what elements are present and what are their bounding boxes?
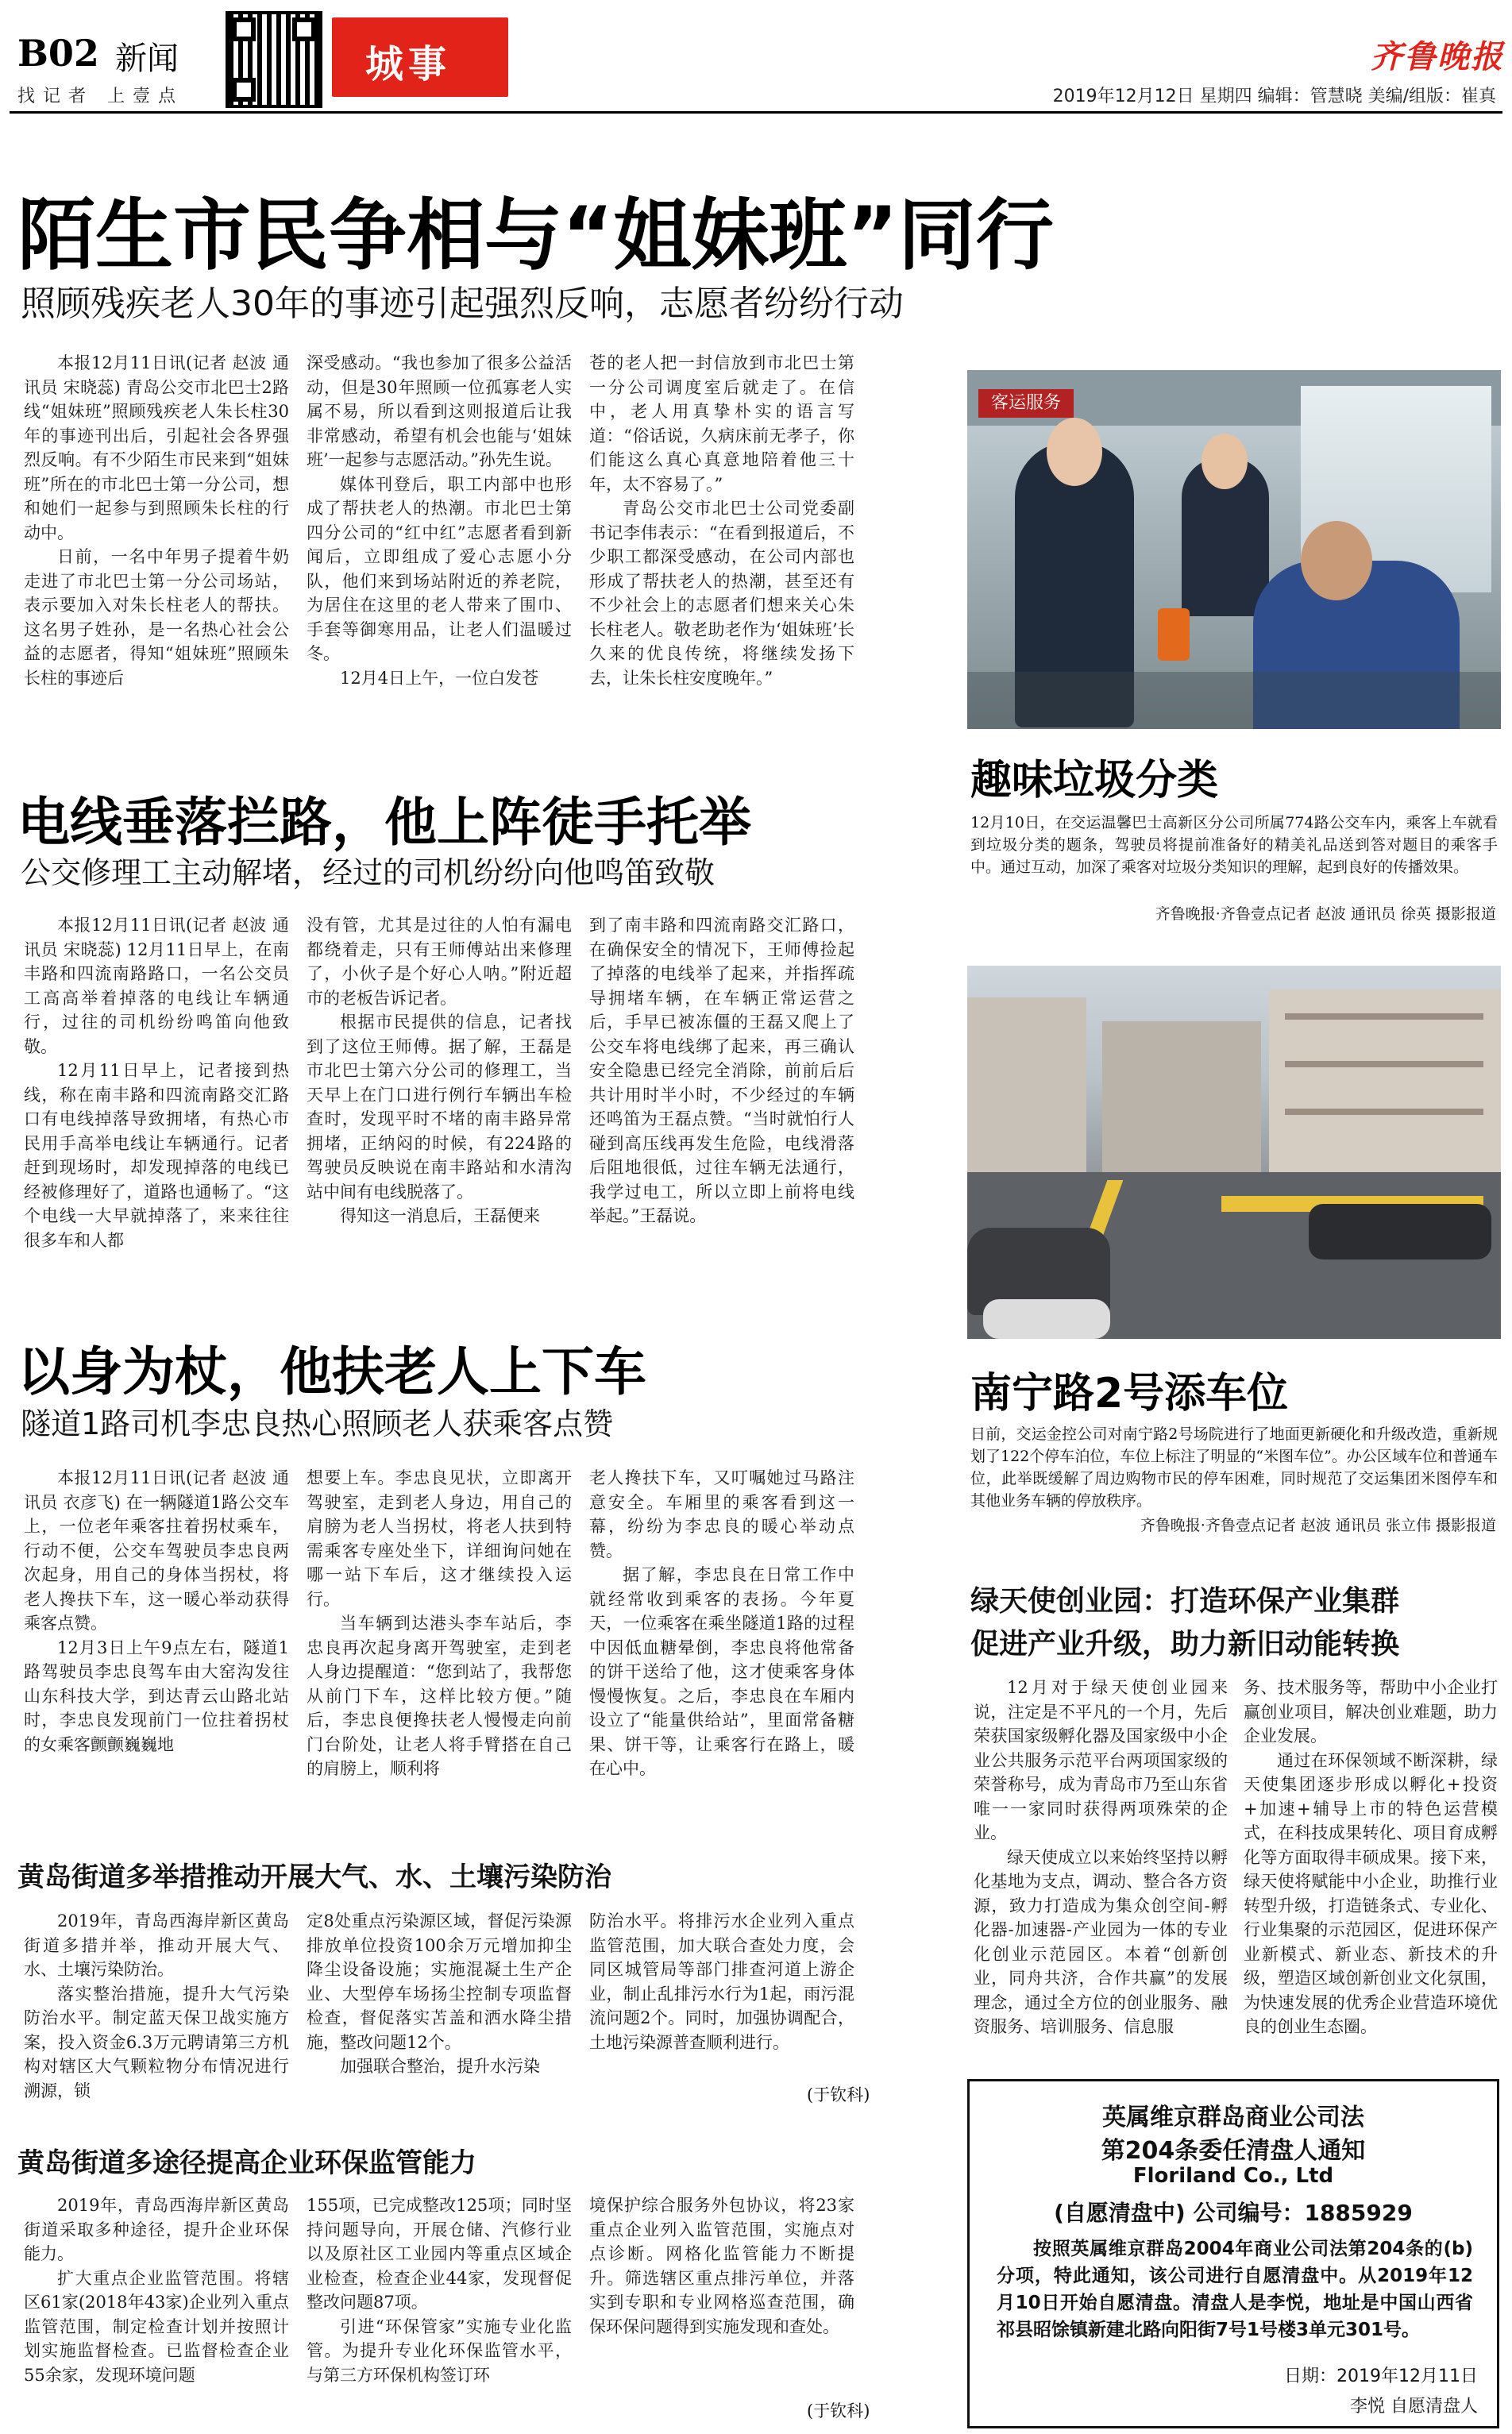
story4-para3: 定8处重点污染源区域，督促污染源排放单位投资100余万元增加抑尘降尘设备设施；实施混凝土生产企业、大型停车场扬尘控制专项监督检查，督促落实苫盖和洒水降尘措施，整改问题12个。: [307, 1911, 572, 2052]
section-tag: [332, 17, 508, 97]
story2-para3: 没有管，尤其是过往的人怕有漏电都绕着走，只有王师傅站出来修理了，小伙子是个好心人呐。”附近超市的老板告诉记者。: [307, 916, 572, 1008]
notice-title3: Floriland Co., Ltd: [1132, 2164, 1334, 2188]
feature1-caption: 12月10日，在交运温馨巴士高新区分公司所属774路公交车内，乘客上车就看到垃圾分类的题条，驾驶员将提前准备好的精美礼品送到答对题目的乘客手中。通过互动，加深了乘客对垃圾分类知识的理解，起到良好的传播效果。: [970, 814, 1498, 876]
story3-para6: 据了解，李忠良在日常工作中就经常收到乘客的表扬。今年夏天，一位乘客在乘坐隧道1路的过程中因低血糖晕倒，李忠良将他常备的饼干送给了他，这才使乘客身体慢慢恢复。之后，李忠良在车厢内设立了“能量供给站”，里面常备糖果、饼干等，让乘客行在路上，暖在心中。: [589, 1565, 854, 1778]
issue-meta: 2019年12月12日 星期四 编辑：管慧晓 美编/组版：崔真: [1052, 87, 1496, 106]
story2-subtitle: 公交修理工主动解堵，经过的司机纷纷向他鸣笛致敬: [21, 855, 716, 890]
newspaper-logo: 齐鲁晚报: [1371, 38, 1504, 75]
notice-title2: 第204条委任清盘人通知: [1101, 2137, 1366, 2165]
story4-para5: 防治水平。将排污水企业列入重点监管范围，加大联合查处力度，会同区城管局等部门排查河道上游企业，制止乱排污水行为1起，雨污混流问题2个。同时，加强协调配合，土地污染源普查顺利进行。: [589, 1911, 854, 2052]
story1-headline: 陌生市民争相与“姐妹班”同行: [17, 191, 1054, 281]
story3-subtitle: 隧道1路司机李忠良热心照顾老人获乘客点赞: [21, 1406, 614, 1441]
notice-title4: (自愿清盘中) 公司编号：1885929: [1054, 2200, 1413, 2226]
notice-body: 按照英属维京群岛2004年商业公司法第204条的(b)分项，特此通知，该公司进行自愿清盘中。从2019年12月10日开始自愿清盘。清盘人是李悦，地址是中国山西省祁县昭馀镇新建北路向阳街7号1号楼3单元301号。: [997, 2239, 1473, 2340]
story4-para4: 加强联合整治，提升水污染: [340, 2057, 540, 2076]
story1-para2: 日前，一名中年男子提着牛奶走进了市北巴士第一分公司场站，表示要加入对朱长柱老人的帮扶。这名男子姓孙，是一名热心社会公益的志愿者，得知“姐妹班”照顾朱长柱的事迹后: [24, 547, 289, 688]
story3-para5: 老人搀扶下车，又叮嘱她过马路注意安全。车厢里的乘客看到这一幕，纷纷为李忠良的暖心举动点赞。: [589, 1468, 854, 1560]
story6-para2: 绿天使成立以来始终坚持以孵化基地为支点，调动、整合各方资源，致力打造成为集众创空间-孵化器-加速器-产业园为一体的专业化创业示范园区。本着“创新创业，同舟共济，合作共赢”的发展理念，通过全方位的创业服务、融资服务、培训服务、信息服: [974, 1847, 1228, 2036]
story5-col2: [307, 2193, 572, 2416]
feature2-title: 南宁路2号添车位: [970, 1370, 1289, 1418]
story5-para1: 2019年，青岛西海岸新区黄岛街道采取多种途径，提升企业环保能力。: [24, 2196, 289, 2263]
story6-para4: 通过在环保领域不断深耕，绿天使集团逐步形成以孵化+投资+加速+辅导上市的特色运营模式，在科技成果转化、项目育成孵化等方面取得丰硕成果。接下来，绿天使将赋能中小企业，助推行业转型升级，打造链条式、专业化、行业集聚的示范园区，促进环保产业新模式、新业态、新技术的升级，塑造区域创新创业文化氛围，为快速发展的优秀企业营造环境优良的创业生态圈。: [1244, 1750, 1498, 2036]
story2-para2: 12月11日早上，记者接到热线，称在南丰路和四流南路交汇路口有电线掉落导致拥堵，有热心市民用手高举电线让车辆通行。记者赶到现场时，却发现掉落的电线已经被修理好了，道路也通畅了。“这个电线一大早就掉落了，来来往往很多车和人都: [24, 1061, 289, 1250]
story6-col2: [1244, 1676, 1498, 2073]
liquidation-notice: [967, 2079, 1499, 2428]
story6-para1: 12月对于绿天使创业园来说，注定是不平凡的一个月，先后荣获国家级孵化器及国家级中小企业公共服务示范平台两项国家级的荣誉称号，成为青岛市乃至山东省唯一一家同时获得两项殊荣的企业。: [974, 1678, 1228, 1842]
story4-col3: [589, 1909, 854, 2084]
feature1-credit: 齐鲁晚报·齐鲁壹点记者 赵波 通讯员 徐英 摄影报道: [1155, 905, 1496, 923]
section-tag-label: 城事: [365, 42, 452, 87]
story6-headline: 绿天使创业园：打造环保产业集群: [970, 1585, 1400, 1618]
story3-col3: [589, 1466, 854, 1792]
bus-sign: 客运服务: [978, 389, 1074, 418]
story6-col1: [974, 1676, 1228, 2073]
story1-para5: 12月4日上午，一位白发苍: [340, 668, 539, 688]
feature2-credit: 齐鲁晚报·齐鲁壹点记者 赵波 通讯员 张立伟 摄影报道: [1140, 1517, 1496, 1534]
story4-col1: [24, 1909, 289, 2112]
story1-col1: [24, 351, 289, 716]
story5-headline: 黄岛街道多途径提高企业环保监管能力: [17, 2147, 476, 2179]
slogan: 找记者 上壹点: [17, 87, 183, 106]
story2-headline: 电线垂落拦路，他上阵徒手托举: [17, 792, 751, 853]
story1-para6: 苍的老人把一封信放到市北巴士第一分公司调度室后就走了。在信中，老人用真挚朴实的语言写道：“俗话说，久病床前无孝子，你们能这么真心真意地陪着他三十年，太不容易了。”: [589, 353, 854, 494]
story2-col1: [24, 913, 289, 1255]
story3-col1: [24, 1466, 289, 1792]
notice-date: 日期：2019年12月11日: [1284, 2366, 1478, 2386]
page-number: B02: [17, 32, 99, 75]
photo-parking-lot: [967, 966, 1501, 1339]
notice-signer: 李悦 自愿清盘人: [1350, 2397, 1478, 2417]
story2-col2: [307, 913, 572, 1255]
story4-para2: 落实整治措施，提升大气污染防治水平。制定蓝天保卫战实施方案，投入资金6.3万元聘请第三方机构对辖区大气颗粒物分布情况进行溯源，锁: [24, 1984, 289, 2100]
story2-col3: [589, 913, 854, 1255]
qr-code-icon: [226, 11, 322, 108]
feature1-title: 趣味垃圾分类: [970, 757, 1219, 804]
story3-headline: 以身为杖，他扶老人上下车: [17, 1341, 646, 1402]
story3-para4: 当车辆到达港头李车站后，李忠良再次起身离开驾驶室，走到老人身边提醒道：“您到站了，我帮您从前门下车，这样比较方便。”随后，李忠良便搀扶老人慢慢走向前门台阶处，让老人将手臂搭在自己的肩膀上，顺利将: [307, 1614, 572, 1778]
story5-author: (于钦科): [807, 2401, 870, 2420]
story5-col1: [24, 2193, 289, 2416]
story1-col3: [589, 351, 854, 716]
story5-para2: 扩大重点企业监管范围。将辖区61家(2018年43家)企业列入重点监管范围，制定检查计划并按照计划实施监督检查。已监督检查企业55余家，发现环境问题: [24, 2268, 289, 2385]
story4-headline: 黄岛街道多举措推动开展大气、水、土壤污染防治: [17, 1861, 611, 1893]
story3-col2: [307, 1466, 572, 1792]
section-label: 新闻: [115, 41, 179, 77]
story4-para1: 2019年，青岛西海岸新区黄岛街道多措并举，推动开展大气、水、土壤污染防治。: [24, 1911, 289, 1979]
notice-title1: 英属维京群岛商业公司法: [1102, 2104, 1364, 2131]
story5-col3: [589, 2193, 854, 2392]
story1-col2: [307, 351, 572, 716]
story1-para4: 媒体刊登后，职工内部中也形成了帮扶老人的热潮。市北巴士第四分公司的“红中红”志愿者看到新闻后，立即组成了爱心志愿小分队，他们来到场站附近的养老院，为居住在这里的老人带来了围巾、手套等御寒用品，让老人们温暖过冬。: [307, 474, 572, 663]
story3-para3: 想要上车。李忠良见状，立即离开驾驶室，走到老人身边，用自己的肩膀为老人当拐杖，将老人扶到特需乘客专座处坐下，详细询问她在哪一站下车后，这才继续投入运行。: [307, 1468, 572, 1609]
story2-para1: 本报12月11日讯(记者 赵波 通讯员 宋晓蕊) 12月11日早上，在南丰路和四流南路路口，一名公交员工高高举着掉落的电线让车辆通行，过往的司机纷纷鸣笛向他致敬。: [24, 916, 289, 1056]
header-rule: [10, 111, 1502, 114]
story2-para6: 到了南丰路和四流南路交汇路口，在确保安全的情况下，王师傅捡起了掉落的电线举了起来，并指挥疏导拥堵车辆，在车辆正常运营之后，手早已被冻僵的王磊又爬上了公交车将电线绑了起来，再三确认安全隐患已经完全消除，前前后后共计用时半小时，不少经过的车辆还鸣笛为王磊点赞。“当时就怕行人碰到高压线再发生危险，电线滑落后阻地很低，过往车辆无法通行，我学过电工，所以立即上前将电线举起。”王磊说。: [589, 916, 854, 1225]
story6-para3: 务、技术服务等，帮助中小企业打赢创业项目，解决创业难题，助力企业发展。: [1244, 1678, 1498, 1745]
feature2-caption: 日前，交运金控公司对南宁路2号场院进行了地面更新硬化和升级改造，重新规划了122个停车泊位，车位上标注了明显的“米图车位”。办公区域车位和普通车位，此举既缓解了周边购物市民的停车困难，同时规范了交运集团米图停车和其他业务车辆的停放秩序。: [970, 1425, 1498, 1510]
story1-subtitle: 照顾残疾老人30年的事迹引起强烈反响，志愿者纷纷行动: [21, 284, 904, 324]
story4-col2: [307, 1909, 572, 2112]
story2-para5: 得知这一消息后，王磊便来: [340, 1206, 540, 1225]
story1-para7: 青岛公交市北巴士公司党委副书记李伟表示：“在看到报道后，不少职工都深受感动，在公司内部也形成了帮扶老人的热潮，甚至还有不少社会上的志愿者们想来关心朱长柱老人。敬老助老作为‘姐妹班’长久来的优良传统，将继续发扬下去，让朱长柱安度晚年。”: [589, 499, 854, 688]
story5-para5: 境保护综合服务外包协议，将23家重点企业列入监管范围，实施点对点诊断。网格化监管能力不断提升。筛选辖区重点排污单位，并落实到专职和专业网格巡查范围，确保环保问题得到实施发现和查处。: [589, 2196, 854, 2336]
photo-bus-garbage-sorting: [967, 370, 1501, 729]
story1-para1: 本报12月11日讯(记者 赵波 通讯员 宋晓蕊) 青岛公交市北巴士2路线“姐妹班”照顾残疾老人朱长柱30年的事迹刊出后，引起社会各界强烈反响。有不少陌生市民来到“姐妹班”所在的市北巴士第一分公司，想和她们一起参与到照顾朱长柱的行动中。: [24, 353, 289, 542]
story3-para1: 本报12月11日讯(记者 赵波 通讯员 衣彦飞) 在一辆隧道1路公交车上，一位老年乘客拄着拐杖乘车，行动不便，公交车驾驶员李忠良两次起身，用自己的身体当拐杖，将老人搀扶下车，这一暖心举动获得乘客点赞。: [24, 1468, 289, 1633]
story4-author: (于钦科): [807, 2085, 870, 2104]
story1-para3: 深受感动。“我也参加了很多公益活动，但是30年照顾一位孤寡老人实属不易，所以看到这则报道后让我非常感动，希望有机会也能与‘姐妹班’一起参与志愿活动。”孙先生说。: [307, 353, 572, 469]
story2-para4: 根据市民提供的信息，记者找到了这位王师傅。据了解，王磊是市北巴士第六分公司的修理工，当天早上在门口进行例行车辆出车检查时，发现平时不堵的南丰路异常拥堵，正纳闷的时候，有224路的驾驶员反映说在南丰路站和水清沟站中间有电线脱落了。: [307, 1013, 572, 1202]
story3-para2: 12月3日上午9点左右，隧道1路驾驶员李忠良驾车由大窑沟发往山东科技大学，到达青云山路北站时，李忠良发现前门一位拄着拐杖的女乘客颤颤巍巍地: [24, 1637, 289, 1754]
story5-para3: 155项，已完成整改125项；同时坚持问题导向，开展仓储、汽修行业以及原社区工业园内等重点区域企业检查，检查企业44家，发现督促整改问题87项。: [307, 2196, 572, 2312]
story5-para4: 引进“环保管家”实施专业化监管。为提升专业化环保监管水平，与第三方环保机构签订环: [307, 2316, 572, 2385]
story6-headline2: 促进产业升级，助力新旧动能转换: [970, 1628, 1400, 1661]
